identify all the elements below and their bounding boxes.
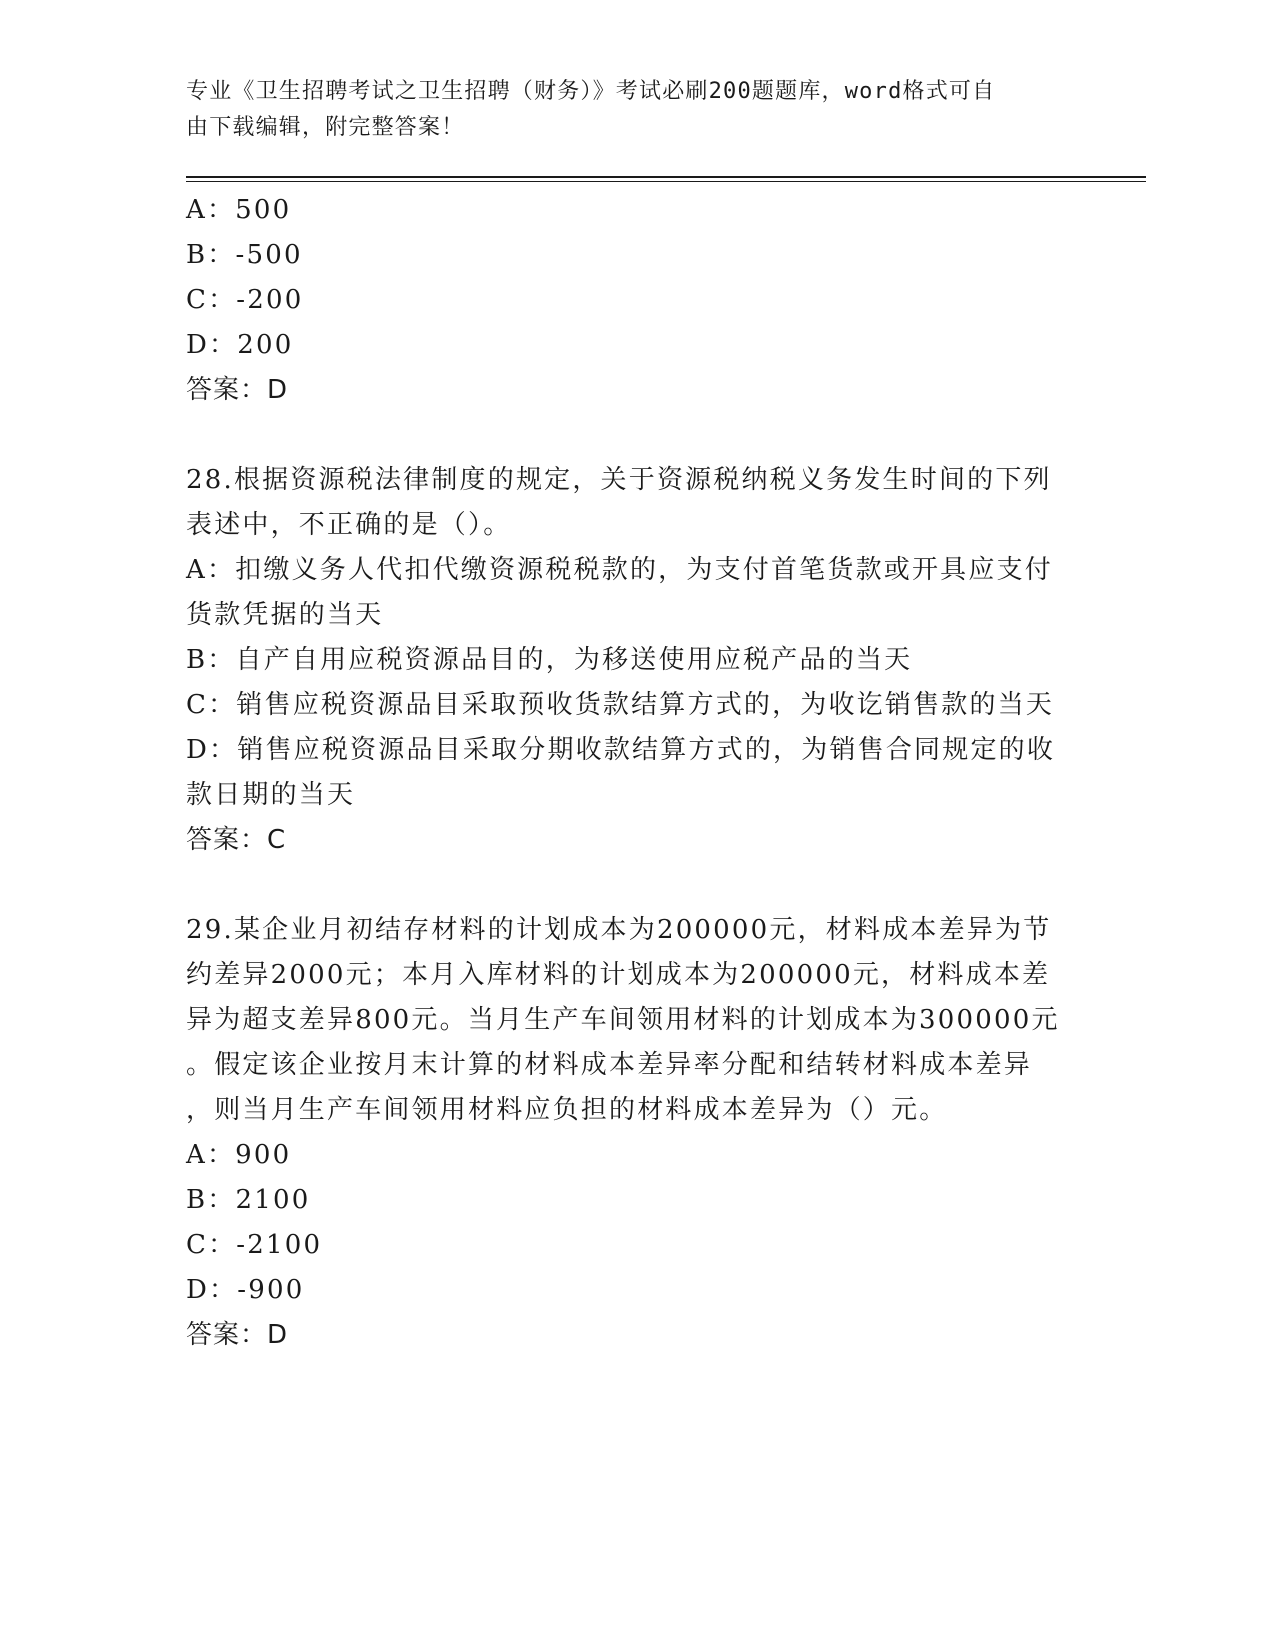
question-text-line: 约差异2000元；本月入库材料的计划成本为200000元，材料成本差	[186, 960, 1051, 990]
header-line-2: 由下载编辑，附完整答案！	[186, 115, 465, 140]
question-29-block	[186, 908, 1066, 1358]
spacer	[186, 863, 1066, 908]
answer-line: 答案：D	[186, 375, 289, 405]
question-text-line: 29.某企业月初结存材料的计划成本为200000元，材料成本差异为节	[186, 915, 1052, 945]
option-a: A：500	[186, 195, 292, 225]
option-c: C：-2100	[186, 1230, 323, 1260]
question-text-line: 表述中，不正确的是（）。	[186, 510, 512, 540]
option-b: B：2100	[186, 1185, 311, 1215]
question-27-block	[186, 188, 1066, 413]
header-divider-thick	[186, 176, 1146, 178]
option-d-continued: 款日期的当天	[186, 780, 356, 810]
answer-line: 答案：D	[186, 1320, 289, 1350]
header-divider-thin	[186, 181, 1146, 182]
answer-line: 答案：C	[186, 825, 287, 855]
question-list	[186, 188, 1066, 1358]
document-header	[186, 74, 1066, 146]
option-d: D：-900	[186, 1275, 305, 1305]
option-b: B：自产自用应税资源品目的，为移送使用应税产品的当天	[186, 645, 913, 675]
option-a: A：900	[186, 1140, 292, 1170]
question-28-block	[186, 458, 1066, 863]
question-text-line: 28.根据资源税法律制度的规定，关于资源税纳税义务发生时间的下列	[186, 465, 1052, 495]
option-d: D：销售应税资源品目采取分期收款结算方式的，为销售合同规定的收	[186, 735, 1056, 765]
option-c: C：-200	[186, 285, 304, 315]
option-b: B：-500	[186, 240, 303, 270]
option-d: D：200	[186, 330, 294, 360]
option-a-continued: 货款凭据的当天	[186, 600, 384, 630]
spacer	[186, 413, 1066, 458]
header-line-1: 专业《卫生招聘考试之卫生招聘（财务）》考试必刷200题题库，word格式可自	[186, 79, 996, 104]
option-a: A：扣缴义务人代扣代缴资源税税款的，为支付首笔货款或开具应支付	[186, 555, 1053, 585]
question-text-line: ，则当月生产车间领用材料应负担的材料成本差异为（）元。	[186, 1095, 948, 1125]
question-text-line: 。假定该企业按月末计算的材料成本差异率分配和结转材料成本差异	[186, 1050, 1033, 1080]
question-text-line: 异为超支差异800元。当月生产车间领用材料的计划成本为300000元	[186, 1005, 1060, 1035]
option-c: C：销售应税资源品目采取预收货款结算方式的，为收讫销售款的当天	[186, 690, 1055, 720]
